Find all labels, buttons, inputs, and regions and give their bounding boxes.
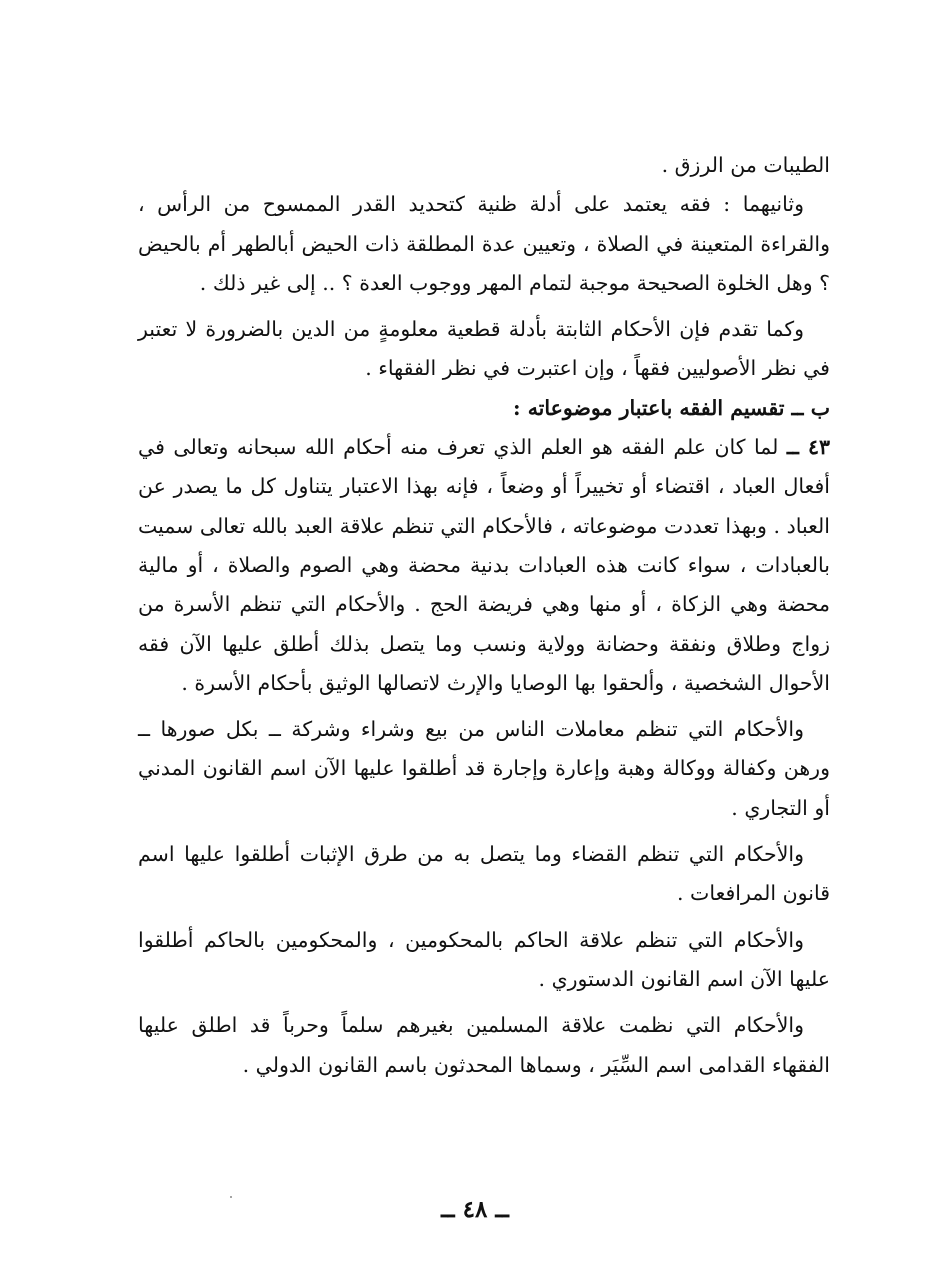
paragraph-procedure-law: والأحكام التي تنظم القضاء وما يتصل به من طرق الإثبات أطلقوا عليها اسم قانون المرافعات . [138, 842, 830, 906]
paragraph-43-text: لما كان علم الفقه هو العلم الذي تعرف منه أحكام الله سبحانه وتعالى في أفعال العباد ، اقتضاء أو تخييراً أو وضعاً ، فإنه بهذا الاعتبار يتناول كل ما يصدر عن العباد . وبهذا تعددت موضوعاته ، فالأحكام التي تنظم علاقة العبد بالله تعالى سميت بالعبادات ، سواء كانت هذه العبادات بدنية محضة وهي الصوم والصلاة ، أو مالية محضة وهي الزكاة ، أو منها وهي فريضة الحج . والأحكام التي تنظم الأسرة من زواج وطلاق ونفقة وحضانة وولاية ونسب وما يتصل بذلك أطلق عليها الآن فقه الأحوال الشخصية ، وألحقوا بها الوصايا والإرث لاتصالها الوثيق بأحكام الأسرة . [138, 435, 830, 695]
paragraph-number: ٤٣ ــ [786, 435, 830, 460]
paragraph-second-type: وثانيهما : فقه يعتمد على أدلة ظنية كتحديد القدر الممسوح من الرأس ، والقراءة المتعينة في الصلاة ، وتعيين عدة المطلقة ذات الحيض أبالطهر أم بالحيض ؟ وهل الخلوة الصحيحة موجبة لتمام المهر ووجوب العدة ؟ .. إلى غير ذلك . [138, 192, 830, 295]
paragraph-continuation: الطيبات من الرزق . [661, 153, 830, 177]
page-number: ــ ٤٨ ــ [441, 1196, 509, 1223]
paragraph-civil-law: والأحكام التي تنظم معاملات الناس من بيع وشراء وشركة ــ بكل صورها ــ ورهن وكفالة ووكالة وهبة وإعارة وإجارة قد أطلقوا عليها الآن اسم القانون المدني أو التجاري . [138, 717, 830, 820]
section-heading: ب ــ تقسيم الفقه باعتبار موضوعاته : [512, 395, 830, 420]
page-body [138, 146, 830, 1092]
paragraph-definite-rulings: وكما تقدم فإن الأحكام الثابتة بأدلة قطعية معلومةٍ من الدين بالضرورة لا تعتبر في نظر الأصوليين فقهاً ، وإن اعتبرت في نظر الفقهاء . [138, 317, 830, 381]
scan-speck [230, 1196, 232, 1198]
paragraph-43 [138, 428, 830, 703]
paragraph-constitutional-law: والأحكام التي تنظم علاقة الحاكم بالمحكومين ، والمحكومين بالحاكم أطلقوا عليها الآن اسم القانون الدستوري . [138, 927, 830, 991]
paragraph-international-law: والأحكام التي نظمت علاقة المسلمين بغيرهم سلماً وحرباً قد اطلق عليها الفقهاء القدامى اسم السِّيَر ، وسماها المحدثون باسم القانون الدولي . [138, 1013, 830, 1077]
